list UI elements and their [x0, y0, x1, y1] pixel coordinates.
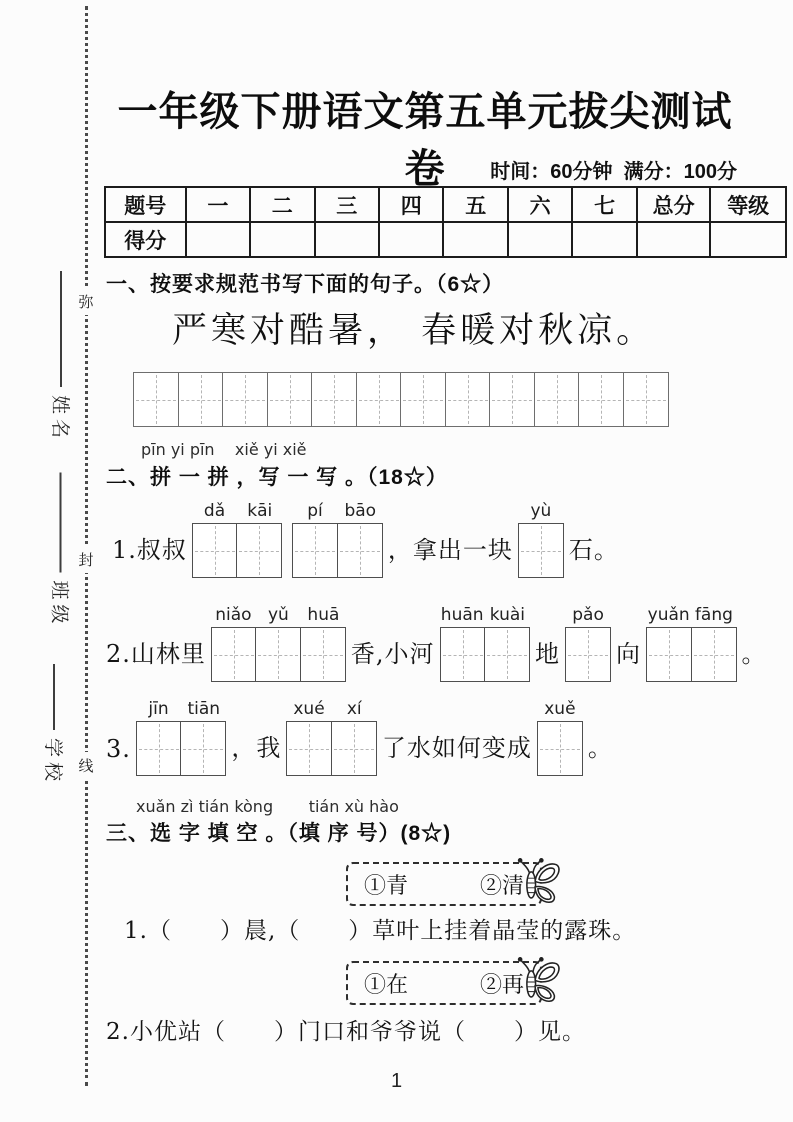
fill-row-text: 1.叔叔 — [112, 536, 187, 564]
pinyin-box-group — [565, 605, 611, 682]
pinyin-label — [518, 501, 564, 523]
pinyin-label — [646, 605, 737, 627]
pinyin-box-group — [537, 699, 583, 776]
pinyin-box-group — [518, 501, 564, 578]
label-school-text: 学校 — [42, 738, 64, 787]
pinyin-label — [136, 699, 227, 721]
pinyin-syllable: yǔ — [267, 605, 289, 625]
page-title: 一年级下册语文第五单元拔尖测试卷 — [117, 90, 733, 191]
fill-row-text: ，拿出一块 — [387, 536, 513, 564]
pinyin-box-group — [646, 605, 737, 682]
pinyin-syllable: bāo — [344, 501, 377, 521]
tianzige-cell[interactable] — [489, 372, 535, 427]
section-one-heading: 一、按要求规范书写下面的句子。（6☆） — [106, 273, 505, 296]
label-class-text: 班级 — [49, 580, 70, 629]
section-three-pinyin: xuǎn zì tián kòng tián xù hào — [136, 797, 399, 816]
pinyin-label — [440, 605, 531, 627]
seal-char-feng: 封 — [76, 546, 96, 573]
score-table-cell: 一 — [186, 187, 250, 222]
school-fill-line — [54, 664, 57, 730]
tianzige-cell[interactable] — [300, 627, 346, 682]
label-school — [42, 664, 68, 814]
answer-boxes — [646, 627, 737, 682]
pinyin-syllable: tiān — [187, 699, 221, 719]
pinyin-label — [192, 501, 283, 523]
tianzige-cell[interactable] — [537, 721, 583, 776]
seal-char-mi: 弥 — [76, 288, 96, 315]
tianzige-cell[interactable] — [518, 523, 564, 578]
pinyin-label — [211, 605, 346, 627]
tianzige-cell[interactable] — [484, 627, 530, 682]
pinyin-syllable: pí — [307, 501, 323, 521]
score-table-cell[interactable] — [508, 222, 572, 257]
tianzige-cell[interactable] — [646, 627, 692, 682]
fill-item-3 — [106, 699, 613, 776]
tianzige-cell[interactable] — [311, 372, 357, 427]
fill-row-text: 3. — [106, 735, 131, 763]
choice-option-1: ①青 — [364, 872, 409, 898]
fill-row-text: 地 — [535, 640, 561, 668]
answer-boxes — [440, 627, 531, 682]
tianzige-cell[interactable] — [445, 372, 491, 427]
label-class — [49, 473, 75, 658]
pinyin-box-group — [192, 501, 283, 578]
tianzige-cell[interactable] — [356, 372, 402, 427]
seal-char-xian: 线 — [76, 752, 96, 779]
answer-boxes — [518, 523, 564, 578]
answer-boxes — [537, 721, 583, 776]
answer-boxes — [211, 627, 346, 682]
fill-row-text: 了水如何变成 — [381, 734, 532, 762]
tianzige-cell[interactable] — [565, 627, 611, 682]
fill-row-text: 香,小河 — [350, 640, 435, 668]
choice-option-2: ②清 — [479, 872, 524, 898]
copy-sentence: 严寒对酷暑， 春暖对秋凉。 — [172, 311, 656, 351]
label-student-name-text: 姓名 — [49, 395, 71, 444]
tianzige-cell[interactable] — [292, 523, 338, 578]
pinyin-syllable: huā — [307, 605, 340, 625]
pinyin-box-group — [292, 501, 383, 578]
tianzige-cell[interactable] — [534, 372, 580, 427]
tianzige-cell[interactable] — [578, 372, 624, 427]
pinyin-syllable: yù — [530, 501, 552, 521]
pinyin-syllable: xué — [293, 699, 325, 719]
section-two-pinyin: pīn yi pīn xiě yi xiě — [141, 440, 307, 459]
tianzige-cell[interactable] — [286, 721, 332, 776]
score-table-cell: 四 — [379, 187, 443, 222]
score-table-cell[interactable] — [379, 222, 443, 257]
fill-row-text: 向 — [616, 640, 642, 668]
tianzige-cell[interactable] — [691, 627, 737, 682]
name-fill-line — [61, 271, 64, 387]
score-table-cell[interactable] — [315, 222, 379, 257]
pinyin-label — [565, 605, 611, 627]
score-table-cell[interactable] — [250, 222, 314, 257]
choice-option-2: ②再 — [479, 971, 524, 997]
score-table-cell[interactable] — [637, 222, 711, 257]
pinyin-label — [286, 699, 377, 721]
pinyin-box-group — [440, 605, 531, 682]
pinyin-syllable: xuě — [544, 699, 576, 719]
score-table-cell: 题号 — [105, 187, 186, 222]
question-3-1: 1.（ ）晨,（ ）草叶上挂着晶莹的露珠。 — [124, 918, 637, 944]
answer-boxes — [136, 721, 227, 776]
pinyin-syllable: xí — [346, 699, 362, 719]
section-three-heading: 三、选 字 填 空 。（填 序 号）(8☆) — [106, 822, 452, 845]
pinyin-syllable: pǎo — [572, 605, 604, 625]
pinyin-box-group — [286, 699, 377, 776]
tianzige-cell[interactable] — [133, 372, 179, 427]
tianzige-cell[interactable] — [400, 372, 446, 427]
pinyin-label — [292, 501, 383, 523]
score-table-cell: 三 — [315, 187, 379, 222]
pinyin-syllable: kuài — [489, 605, 526, 625]
time-score-meta: 时间：60分钟 满分：100分 — [490, 161, 737, 183]
pinyin-syllable: niǎo — [215, 605, 252, 625]
fill-row-text: 石。 — [568, 536, 619, 564]
pinyin-syllable: kāi — [247, 501, 273, 521]
butterfly-icon — [510, 855, 564, 911]
score-table-cell: 六 — [508, 187, 572, 222]
writing-grid[interactable] — [133, 372, 669, 427]
tianzige-cell[interactable] — [178, 372, 224, 427]
fill-row-text: 。 — [741, 640, 767, 668]
fill-row-text: 2.山林里 — [106, 640, 206, 668]
score-table-cell: 得分 — [105, 222, 186, 257]
score-table-header-row — [105, 187, 786, 222]
score-table — [104, 186, 787, 258]
score-table-score-row — [105, 222, 786, 257]
tianzige-cell[interactable] — [255, 627, 301, 682]
fill-row-text: 。 — [587, 734, 613, 762]
score-table-cell[interactable] — [572, 222, 636, 257]
pinyin-box-group — [136, 699, 227, 776]
tianzige-cell[interactable] — [211, 627, 257, 682]
butterfly-icon — [510, 954, 564, 1010]
class-fill-line — [60, 473, 63, 573]
tianzige-cell[interactable] — [192, 523, 238, 578]
tianzige-cell[interactable] — [267, 372, 313, 427]
answer-boxes — [292, 523, 383, 578]
tianzige-cell[interactable] — [337, 523, 383, 578]
score-table-cell: 二 — [250, 187, 314, 222]
score-table-cell: 总分 — [637, 187, 711, 222]
score-table-cell[interactable] — [186, 222, 250, 257]
score-table-cell: 五 — [443, 187, 507, 222]
pinyin-label — [537, 699, 583, 721]
pinyin-syllable: dǎ — [203, 501, 226, 521]
page-number: 1 — [390, 1070, 403, 1092]
fill-row-text: ，我 — [231, 734, 282, 762]
score-table-cell: 七 — [572, 187, 636, 222]
tianzige-cell[interactable] — [222, 372, 268, 427]
pinyin-syllable: huān — [440, 605, 484, 625]
score-table-cell: 等级 — [710, 187, 786, 222]
pinyin-syllable: yuǎn — [647, 605, 690, 625]
answer-boxes — [192, 523, 283, 578]
score-table-cell[interactable] — [443, 222, 507, 257]
choice-option-1: ①在 — [364, 971, 409, 997]
tianzige-cell[interactable] — [180, 721, 226, 776]
section-two-heading: 二、拼 一 拼 ，写 一 写 。（18☆） — [106, 466, 448, 489]
tianzige-cell[interactable] — [623, 372, 669, 427]
fill-item-1 — [112, 501, 619, 578]
tianzige-cell[interactable] — [440, 627, 486, 682]
question-3-2: 2.小优站（ ）门口和爷爷说（ ）见。 — [106, 1019, 586, 1045]
answer-boxes — [286, 721, 377, 776]
tianzige-cell[interactable] — [331, 721, 377, 776]
label-student-name — [49, 271, 75, 471]
score-table-cell[interactable] — [710, 222, 786, 257]
pinyin-syllable: jīn — [148, 699, 169, 719]
answer-boxes — [565, 627, 611, 682]
tianzige-cell[interactable] — [136, 721, 182, 776]
pinyin-box-group — [211, 605, 346, 682]
fill-item-2 — [106, 605, 767, 682]
tianzige-cell[interactable] — [236, 523, 282, 578]
pinyin-syllable: fāng — [694, 605, 733, 625]
